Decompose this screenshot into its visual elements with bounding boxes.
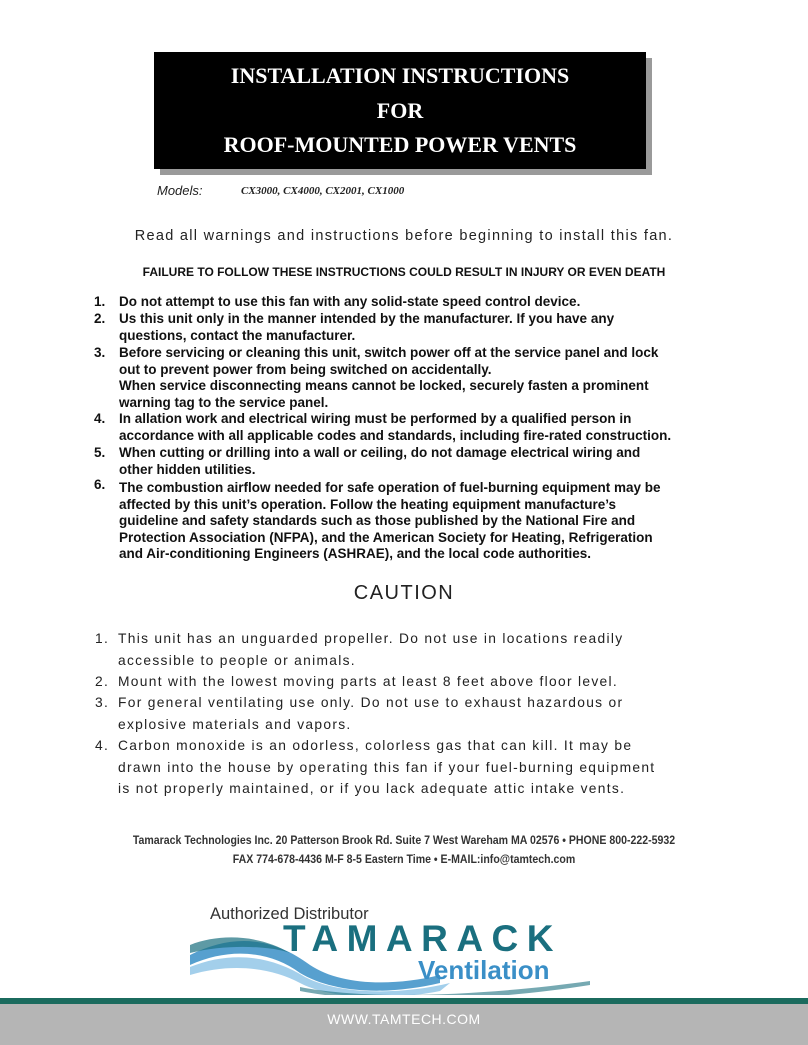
warning-line: Do not attempt to use this fan with any solid-state speed control device.: [119, 294, 581, 309]
models-label: Models:: [157, 183, 203, 198]
title-line-3: ROOF-MOUNTED POWER VENTS: [223, 132, 577, 157]
brand-name: TAMARACK: [283, 918, 562, 959]
caution-number: 3.: [95, 695, 110, 710]
distributor-label: Authorized Distributor: [210, 905, 369, 923]
title-box: [154, 52, 646, 169]
warning-line: questions, contact the manufacturer.: [119, 327, 356, 343]
intro-text: Read all warnings and instructions before beginning to install this fan.: [134, 228, 674, 244]
warning-number: 3.: [94, 345, 106, 360]
models-list: CX3000, CX4000, CX2001, CX1000: [241, 185, 405, 197]
warning-line: guideline and safety standards such as those published by the National Fire and: [119, 513, 636, 529]
warning-line: The combustion airflow needed for safe operation of fuel-burning equipment may be: [119, 480, 661, 495]
warning-number: 5.: [94, 445, 106, 460]
caution-line: This unit has an unguarded propeller. Do not use in locations readily: [118, 631, 624, 646]
warning-number: 1.: [94, 294, 106, 309]
failure-warning: FAILURE TO FOLLOW THESE INSTRUCTIONS COULD RESULT IN INJURY OR EVEN DEATH: [142, 265, 666, 279]
caution-number: 2.: [95, 674, 110, 689]
brand-sub: Ventilation: [418, 955, 550, 985]
title-line-2: FOR: [376, 98, 424, 123]
warning-line: out to prevent power from being switched on accidentally.: [119, 361, 492, 377]
title-line-1: INSTALLATION INSTRUCTIONS: [230, 63, 570, 88]
caution-line: Mount with the lowest moving parts at least 8 feet above floor level.: [118, 674, 618, 689]
warning-line: warning tag to the service panel.: [119, 394, 329, 410]
caution-number: 4.: [95, 738, 110, 753]
warning-line: Protection Association (NFPA), and the American Society for Heating, Refrigeration: [119, 529, 653, 545]
warning-line: affected by this unit’s operation. Follow the heating equipment manufacture’s: [119, 496, 617, 512]
contact-address: Tamarack Technologies Inc. 20 Patterson Brook Rd. Suite 7 West Wareham MA 02576 • PHONE 800-222-5932: [132, 833, 676, 847]
warning-number: 4.: [94, 411, 106, 426]
warning-line: accordance with all applicable codes and standards, including fire-rated construction.: [119, 427, 672, 443]
caution-line: drawn into the house by operating this fan if your fuel-burning equipment: [118, 759, 656, 775]
caution-line: Carbon monoxide is an odorless, colorless gas that can kill. It may be: [118, 738, 633, 753]
caution-line: is not properly maintained, or if you lack adequate attic intake vents.: [118, 781, 626, 797]
warning-line: other hidden utilities.: [119, 461, 256, 477]
website-link[interactable]: WWW.TAMTECH.COM: [327, 1011, 481, 1027]
warning-line: Before servicing or cleaning this unit, switch power off at the service panel and lock: [119, 345, 659, 360]
warning-line: When cutting or drilling into a wall or ceiling, do not damage electrical wiring and: [119, 445, 641, 460]
warning-number: 6.: [94, 477, 106, 492]
warning-line: Us this unit only in the manner intended by the manufacturer. If you have any: [119, 311, 615, 326]
warning-line: and Air-conditioning Engineers (ASHRAE), and the local code authorities.: [119, 546, 592, 562]
warning-number: 2.: [94, 311, 106, 326]
warning-line: In allation work and electrical wiring must be performed by a qualified person in: [119, 411, 632, 426]
caution-number: 1.: [95, 631, 110, 646]
caution-line: For general ventilating use only. Do not use to exhaust hazardous or: [118, 695, 624, 710]
caution-line: accessible to people or animals.: [118, 652, 356, 668]
contact-fax-email: FAX 774-678-4436 M-F 8-5 Eastern Time • E-MAIL:info@tamtech.com: [232, 852, 576, 866]
caution-heading: CAUTION: [353, 582, 455, 604]
warning-line: When service disconnecting means cannot be locked, securely fasten a prominent: [119, 378, 649, 394]
caution-line: explosive materials and vapors.: [118, 716, 352, 732]
